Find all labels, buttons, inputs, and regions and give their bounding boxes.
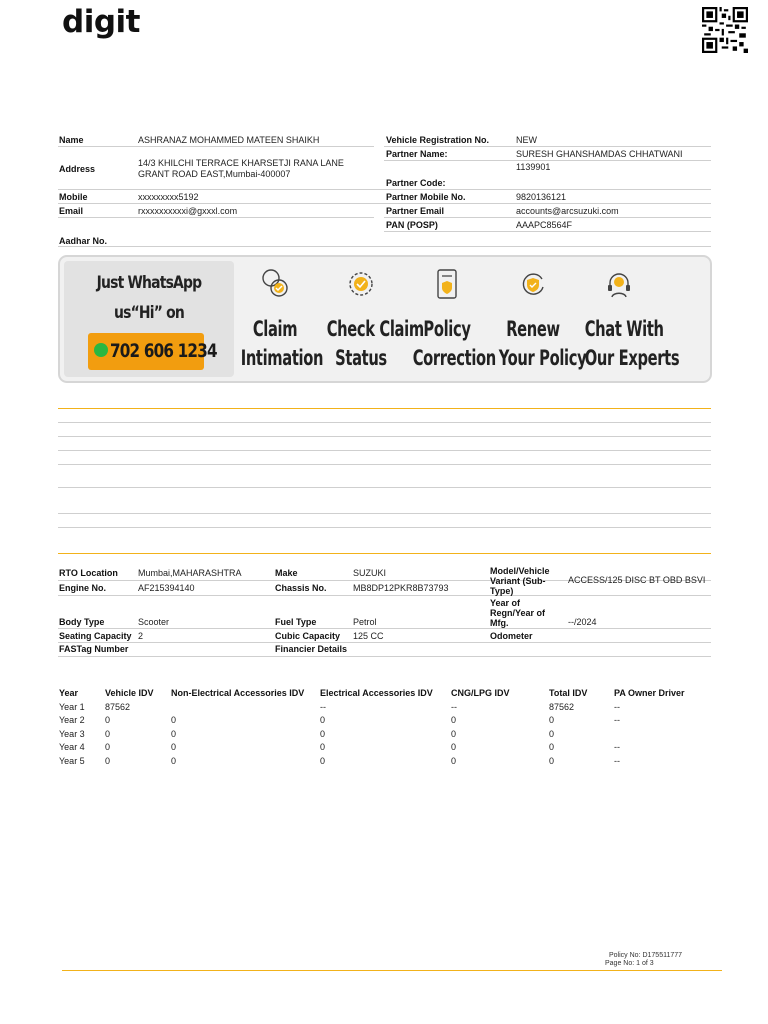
divider [58, 656, 711, 657]
partner-email-label: Partner Email [386, 206, 445, 216]
divider [58, 450, 711, 451]
divider [58, 436, 711, 437]
idv-cell: -- [614, 755, 620, 766]
make-value: SUZUKI [353, 568, 387, 578]
divider [384, 231, 711, 232]
rto-label: RTO Location [59, 568, 118, 578]
whatsapp-number-button[interactable] [88, 333, 217, 370]
idv-cell: 0 [105, 728, 111, 739]
pan-value: AAAPC8564F [516, 220, 573, 230]
idv-cell: 0 [171, 755, 177, 766]
feature-label-line-1: Policy [423, 317, 471, 341]
digit-logo: digit [62, 4, 140, 40]
idv-cell: Year 4 [59, 742, 85, 752]
engine-value: AF215394140 [138, 583, 195, 593]
idv-cell: Year 2 [59, 715, 85, 725]
feature-policy-correction[interactable] [404, 257, 496, 381]
seating-value: 2 [138, 631, 144, 641]
feature-label-line-2: Our Experts [584, 346, 680, 370]
feature-label-line-1: Check Claim [326, 317, 424, 341]
divider [58, 595, 711, 596]
qr-code-icon [701, 7, 749, 53]
partner-mobile-label: Partner Mobile No. [386, 192, 466, 202]
idv-cell: 0 [320, 715, 326, 725]
year-label-3: Mfg. [490, 618, 509, 628]
model-label-2: Variant (Sub- [490, 576, 546, 586]
fuel-type-value: Petrol [353, 617, 377, 627]
idv-cell: 0 [105, 755, 111, 766]
model-value: ACCESS/125 DISC BT OBD BSVI [568, 575, 706, 585]
idv-cell: 87562 [105, 701, 131, 712]
fuel-type-label: Fuel Type [275, 617, 317, 627]
section-divider [58, 553, 711, 554]
idv-cell: 0 [451, 742, 457, 752]
feature-claim-intimation[interactable] [232, 257, 324, 381]
partner-name-code: 1139901 [516, 162, 551, 172]
cubic-capacity-value: 125 CC [353, 631, 384, 641]
idv-header-cell: PA Owner Driver [614, 688, 685, 698]
year-label-2: Regn/Year of [490, 608, 546, 618]
chassis-value: MB8DP12PKR8B73793 [353, 583, 449, 593]
rto-value: Mumbai,MAHARASHTRA [138, 568, 242, 578]
divider [384, 217, 711, 218]
feature-label-line-2: Intimation [240, 346, 324, 370]
partner-name: SURESH GHANSHAMDAS CHHATWANI [516, 149, 683, 159]
whatsapp-number: 702 606 1234 [110, 340, 217, 362]
divider [58, 246, 711, 247]
aadhar-label: Aadhar No. [59, 236, 108, 246]
mobile-label: Mobile [59, 192, 88, 202]
idv-cell: 0 [171, 715, 177, 725]
divider [58, 527, 711, 528]
name-label: Name [59, 135, 84, 145]
idv-cell: -- [320, 701, 326, 712]
feature-check-claim-status[interactable] [318, 257, 424, 381]
divider [58, 203, 711, 204]
partner-name-label: Partner Name: [386, 149, 448, 159]
page-number: Page No: 1 of 3 [605, 960, 654, 967]
idv-cell: 0 [320, 755, 326, 766]
fastag-label: FASTag Number [59, 644, 129, 654]
address-line-2: GRANT ROAD EAST,Mumbai-400007 [138, 169, 291, 179]
whatsapp-panel [64, 261, 234, 377]
divider [58, 642, 711, 643]
divider [58, 628, 711, 629]
renew-shield-icon [518, 267, 548, 303]
feature-label-line-2: Your Policy [498, 346, 587, 370]
idv-cell: 0 [171, 728, 177, 739]
partner-code-label: Partner Code: [386, 178, 446, 188]
year-value: --/2024 [568, 617, 597, 627]
body-type-value: Scooter [138, 617, 170, 627]
policy-number: Policy No: D175511777 [609, 952, 683, 959]
divider [384, 146, 711, 147]
feature-label-line-1: Chat With [584, 317, 664, 341]
feature-label-line-2: Correction [412, 346, 496, 370]
idv-cell: 0 [549, 728, 555, 739]
idv-cell: 0 [320, 742, 326, 752]
whatsapp-services-banner[interactable] [58, 255, 712, 383]
idv-cell: -- [451, 701, 457, 712]
whatsapp-title-line-1: Just WhatsApp [96, 273, 202, 293]
make-label: Make [275, 568, 298, 578]
idv-cell: 0 [451, 728, 457, 739]
odometer-label: Odometer [490, 631, 533, 641]
chassis-label: Chassis No. [275, 583, 327, 593]
idv-cell: 87562 [549, 701, 575, 712]
document-shield-icon [432, 267, 462, 303]
cubic-capacity-label: Cubic Capacity [275, 631, 341, 641]
pan-label: PAN (POSP) [386, 220, 438, 230]
whatsapp-title-line-2: us“Hi” on [114, 303, 184, 323]
feature-label-line-1: Renew [506, 317, 560, 341]
feature-chat-experts[interactable] [576, 257, 680, 381]
idv-cell: 0 [549, 715, 555, 725]
idv-cell: 0 [549, 742, 555, 752]
idv-cell: -- [614, 715, 620, 725]
feature-label-line-1: Claim [252, 317, 298, 341]
divider [58, 217, 374, 218]
feature-renew-policy[interactable] [490, 257, 587, 381]
idv-header-cell: Vehicle IDV [105, 688, 154, 698]
idv-cell: 0 [171, 742, 177, 752]
footer-divider [62, 970, 722, 971]
body-type-label: Body Type [59, 617, 105, 627]
idv-cell: 0 [105, 742, 111, 752]
year-label-1: Year of [490, 598, 521, 608]
idv-header-cell: Year [59, 688, 79, 698]
idv-cell: -- [614, 701, 620, 712]
idv-header-cell: Non-Electrical Accessories IDV [171, 688, 305, 698]
idv-cell: 0 [320, 728, 326, 739]
registration-label: Vehicle Registration No. [386, 135, 490, 145]
registration-value: NEW [516, 135, 537, 145]
model-label-1: Model/Vehicle [490, 566, 550, 576]
idv-cell: Year 5 [59, 755, 85, 766]
idv-cell: 0 [105, 715, 111, 725]
idv-cell: 0 [549, 755, 555, 766]
idv-cell: 0 [451, 715, 457, 725]
engine-label: Engine No. [59, 583, 106, 593]
customer-name: ASHRANAZ MOHAMMED MATEEN SHAIKH [138, 135, 320, 145]
model-label-3: Type) [490, 586, 514, 596]
partner-mobile: 9820136121 [516, 192, 567, 202]
whatsapp-icon [94, 343, 108, 357]
idv-cell: -- [614, 742, 620, 752]
headset-icon [604, 267, 634, 303]
badge-check-icon [346, 267, 376, 303]
divider [58, 464, 711, 465]
divider [58, 189, 711, 190]
financier-label: Financier Details [275, 644, 348, 654]
idv-header-cell: Electrical Accessories IDV [320, 688, 433, 698]
partner-email: accounts@arcsuzuki.com [516, 206, 619, 216]
customer-mobile: xxxxxxxxx5192 [138, 192, 199, 202]
divider [58, 513, 711, 514]
email-label: Email [59, 206, 84, 216]
seating-label: Seating Capacity [59, 631, 132, 641]
feature-label-line-2: Status [335, 346, 387, 370]
customer-email: rxxxxxxxxxxi@gxxxl.com [138, 206, 238, 216]
divider [58, 487, 711, 488]
idv-header-cell: CNG/LPG IDV [451, 688, 510, 698]
idv-cell: Year 3 [59, 728, 85, 739]
idv-cell: 0 [451, 755, 457, 766]
idv-header-cell: Total IDV [549, 688, 588, 698]
divider [58, 422, 711, 423]
divider [58, 146, 374, 147]
idv-cell: Year 1 [59, 701, 85, 712]
section-divider [58, 408, 711, 409]
chat-check-icon [260, 267, 290, 303]
divider [384, 160, 711, 161]
address-label: Address [59, 164, 96, 174]
address-line-1: 14/3 KHILCHI TERRACE KHARSETJI RANA LANE [138, 158, 344, 168]
